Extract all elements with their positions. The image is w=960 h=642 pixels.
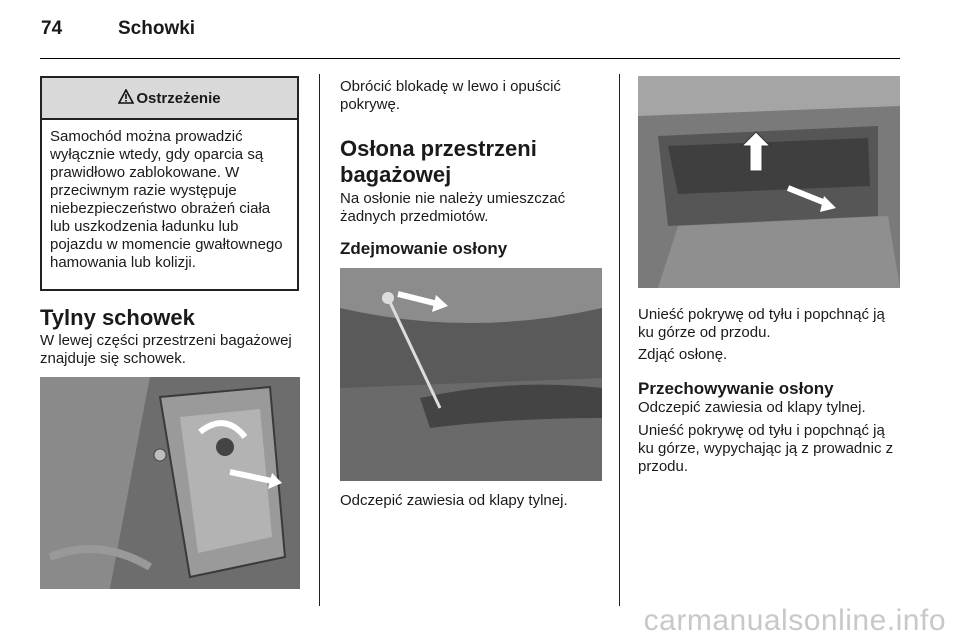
warning-triangle-icon bbox=[118, 89, 134, 108]
column-divider-2 bbox=[619, 74, 620, 606]
caption-unhook: Odczepić zawiesia od klapy tylnej. bbox=[340, 492, 568, 509]
column-divider-1 bbox=[319, 74, 320, 606]
text-rear-storage: W lewej części przestrzeni bagażowej znajduje się schowek. bbox=[40, 332, 292, 367]
text-cargo-cover: Na osłonie nie należy umieszczać żadnych przedmiotów. bbox=[340, 190, 566, 225]
text-rotate-lock: Obrócić blokadę w lewo i opuścić pokrywę. bbox=[340, 78, 561, 113]
section-title: Schowki bbox=[118, 18, 196, 39]
text-lift-cover: Unieść pokrywę od tyłu i popchnąć ją ku górze od przodu. bbox=[638, 306, 885, 341]
heading-remove-cover: Zdejmowanie osłony bbox=[340, 239, 508, 258]
warning-title: Ostrzeżenie bbox=[136, 89, 221, 107]
text-store-unhook: Odczepić zawiesia od klapy tylnej. bbox=[638, 399, 866, 416]
warning-header bbox=[42, 78, 297, 120]
figure-remove-cover bbox=[340, 268, 602, 481]
text-remove-cover: Zdjąć osłonę. bbox=[638, 346, 728, 363]
heading-cargo-cover: Osłona przestrzeni bagażowej bbox=[340, 136, 537, 187]
text-store-push: Unieść pokrywę od tyłu i popchnąć ją ku górze, wypychając ją z prowadnic z przodu. bbox=[638, 422, 894, 475]
heading-store-cover: Przechowywanie osłony bbox=[638, 379, 834, 398]
figure-rear-storage bbox=[40, 377, 300, 589]
figure-lift-cover bbox=[638, 76, 900, 288]
warning-text: Samochód można prowadzić wyłącznie wtedy, gdy oparcia są prawidłowo zablokowane. W przeciwnym razie występuje niebezpieczeństwo obrażeń ciała lub uszkodzenia ładunku lub pojazdu w momencie gwałtownego hamowania lub kolizji. bbox=[50, 128, 283, 271]
header-rule bbox=[40, 58, 900, 59]
page-number: 74 bbox=[41, 18, 63, 39]
watermark: carmanualsonline.info bbox=[643, 604, 946, 637]
heading-rear-storage: Tylny schowek bbox=[40, 305, 195, 330]
warning-box bbox=[40, 76, 299, 291]
